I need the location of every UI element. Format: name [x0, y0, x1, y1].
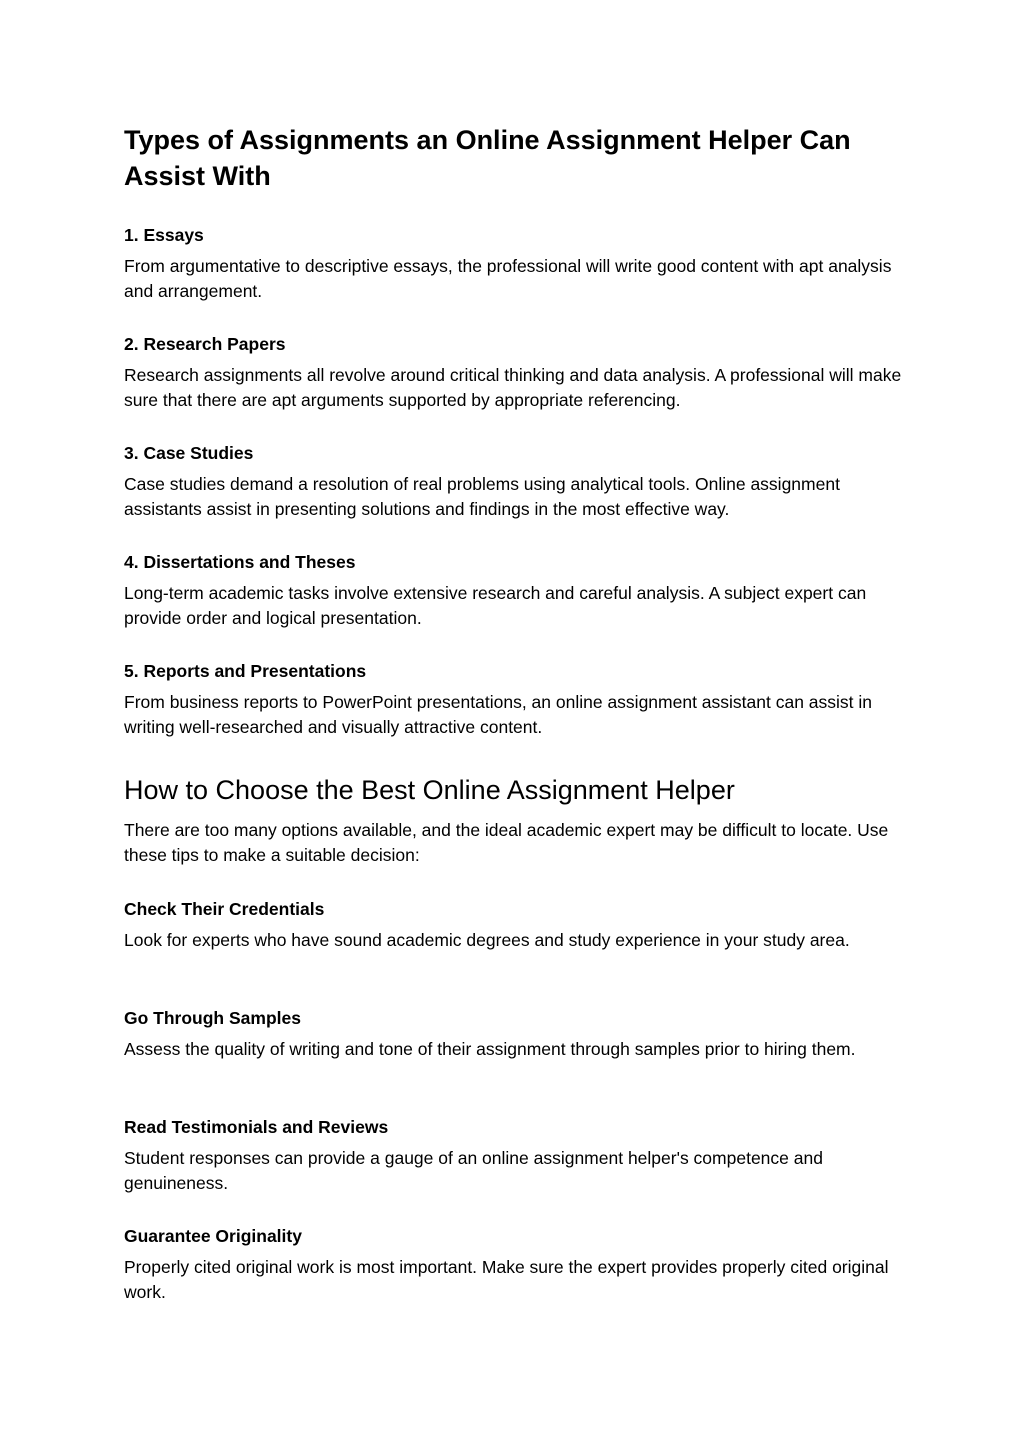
item-text-case-studies: Case studies demand a resolution of real problems using analytical tools. Online assignment assistants assist in presenting solutions and findings in the most effective way.: [124, 474, 840, 519]
tip-text-credentials: Look for experts who have sound academic degrees and study experience in your study area.: [124, 930, 850, 950]
section-title-assignment-types: Types of Assignments an Online Assignment Helper Can Assist With: [124, 125, 851, 191]
tip-heading-credentials: Check Their Credentials: [124, 899, 325, 919]
item-heading-research-papers: 2. Research Papers: [124, 334, 286, 354]
item-text-dissertations: Long-term academic tasks involve extensive research and careful analysis. A subject expert can provide order and logical presentation.: [124, 583, 867, 628]
item-heading-case-studies: 3. Case Studies: [124, 443, 254, 463]
tip-heading-samples: Go Through Samples: [124, 1008, 301, 1028]
section-intro-choose-helper: There are too many options available, and the ideal academic expert may be difficult to locate. Use these tips to make a suitable decision:: [124, 820, 889, 865]
tip-heading-testimonials: Read Testimonials and Reviews: [124, 1117, 389, 1137]
item-heading-dissertations: 4. Dissertations and Theses: [124, 552, 356, 572]
item-heading-reports: 5. Reports and Presentations: [124, 661, 367, 681]
tip-text-samples: Assess the quality of writing and tone of their assignment through samples prior to hiring them.: [124, 1039, 856, 1059]
tip-heading-originality: Guarantee Originality: [124, 1226, 302, 1246]
section-title-choose-helper: How to Choose the Best Online Assignment Helper: [124, 775, 735, 805]
item-text-reports: From business reports to PowerPoint presentations, an online assignment assistant can assist in writing well-researched and visually attractive content.: [124, 692, 873, 737]
tip-text-testimonials: Student responses can provide a gauge of an online assignment helper's competence and genuineness.: [124, 1148, 823, 1193]
item-text-research-papers: Research assignments all revolve around critical thinking and data analysis. A professional will make sure that there are apt arguments supported by appropriate referencing.: [124, 365, 902, 410]
tip-text-originality: Properly cited original work is most important. Make sure the expert provides properly cited original work.: [124, 1257, 889, 1302]
item-text-essays: From argumentative to descriptive essays, the professional will write good content with apt analysis and arrangement.: [124, 256, 892, 301]
item-heading-essays: 1. Essays: [124, 225, 204, 245]
